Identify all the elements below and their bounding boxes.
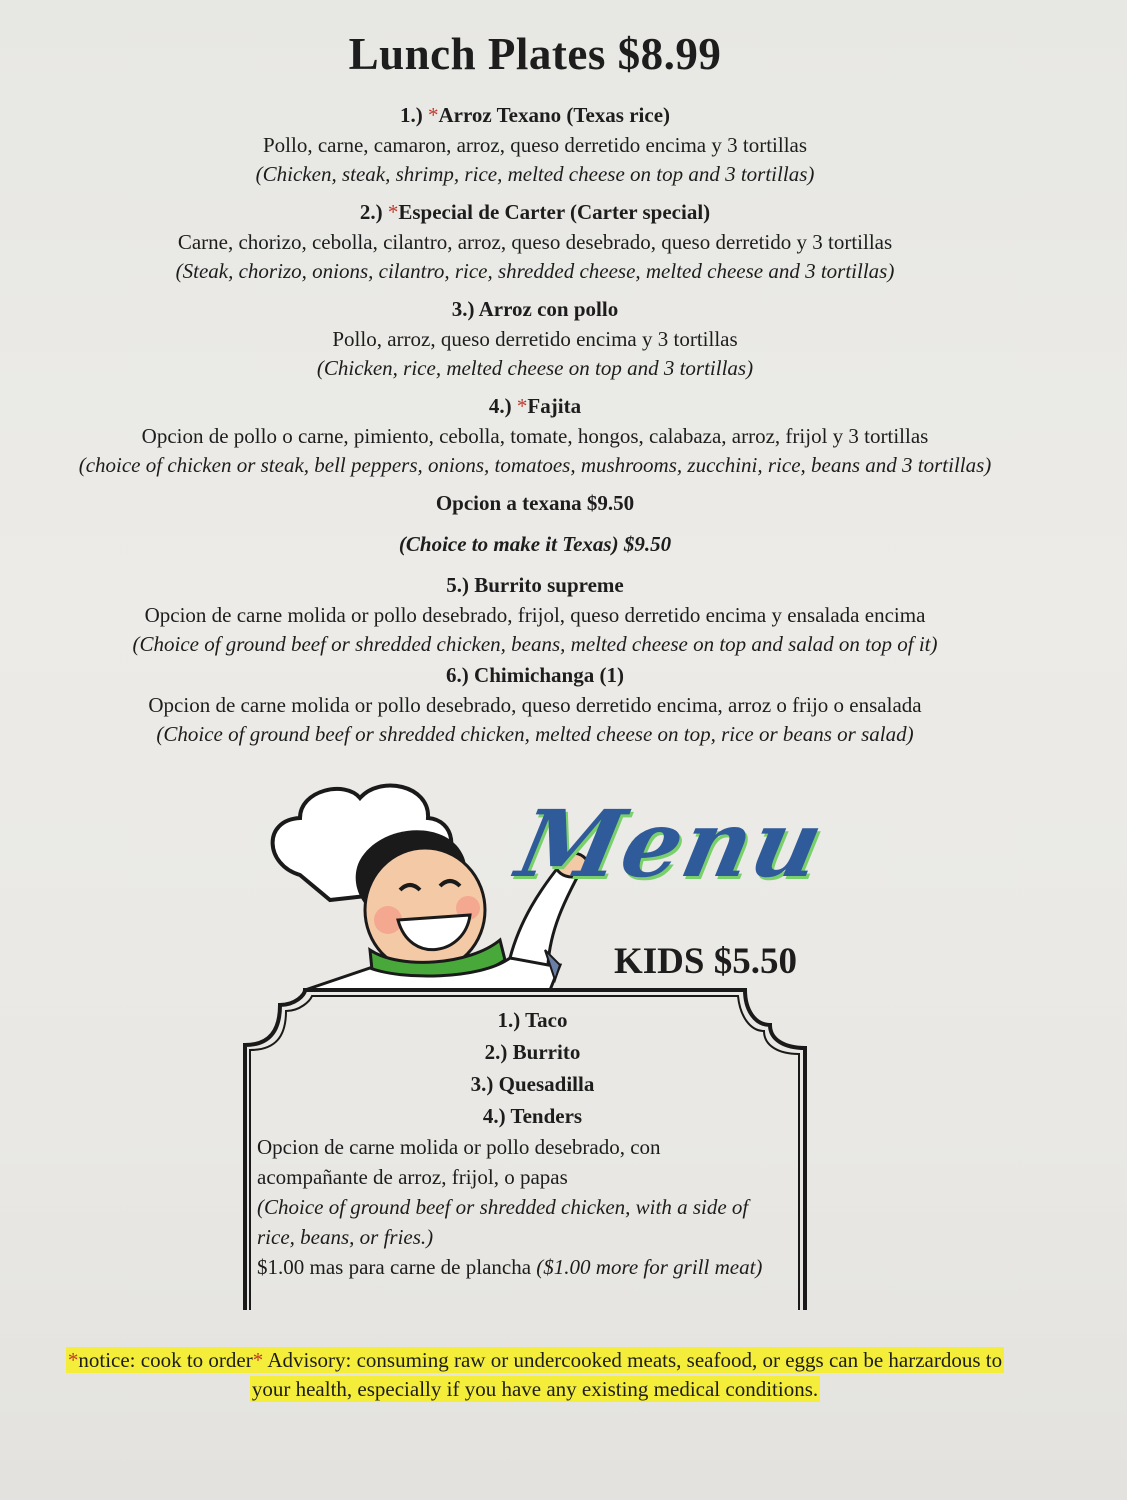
kids-item: 1.) Taco bbox=[497, 1008, 568, 1032]
kids-items bbox=[255, 1004, 810, 1132]
lunch-items bbox=[0, 100, 1070, 757]
item-number: 5.) bbox=[446, 573, 469, 597]
star-mark: * bbox=[516, 394, 528, 418]
texana-option-en: (Choice to make it Texas) $9.50 bbox=[398, 532, 672, 556]
item-name: Arroz Texano (Texas rice) bbox=[438, 103, 671, 127]
item-desc-en: (Chicken, rice, melted cheese on top and 3 tortillas) bbox=[316, 356, 754, 380]
item-name: Fajita bbox=[527, 394, 582, 418]
kids-desc-es-1: Opcion de carne molida or pollo desebrado, con bbox=[257, 1135, 661, 1159]
item-desc-en: (choice of chicken or steak, bell peppers, onions, tomatoes, mushrooms, zucchini, rice, beans and 3 tortillas) bbox=[78, 453, 992, 477]
star-mark: * bbox=[252, 1348, 264, 1372]
advisory-notice bbox=[0, 1346, 1070, 1404]
advisory-line-2: your health, especially if you have any existing medical conditions. bbox=[251, 1377, 819, 1401]
star-mark: * bbox=[387, 200, 399, 224]
kids-desc-es-2: acompañante de arroz, frijol, o papas bbox=[257, 1165, 568, 1189]
kids-desc-en-1: (Choice of ground beef or shredded chicken, with a side of bbox=[257, 1195, 749, 1219]
lunch-item-6 bbox=[0, 660, 1070, 748]
lunch-item-4 bbox=[0, 391, 1070, 479]
star-mark: * bbox=[67, 1348, 79, 1372]
item-name: Especial de Carter (Carter special) bbox=[398, 200, 711, 224]
item-desc-es: Pollo, arroz, queso derretido encima y 3 tortillas bbox=[332, 327, 738, 351]
kids-item: 3.) Quesadilla bbox=[470, 1072, 595, 1096]
texana-option: Opcion a texana $9.50 bbox=[435, 491, 635, 515]
item-name: Chimichanga (1) bbox=[474, 663, 624, 687]
lunch-item-1 bbox=[0, 100, 1070, 188]
item-name: Burrito supreme bbox=[474, 573, 624, 597]
item-desc-es: Pollo, carne, camaron, arroz, queso derretido encima y 3 tortillas bbox=[262, 133, 808, 157]
lunch-item-3 bbox=[0, 294, 1070, 382]
item-desc-es: Carne, chorizo, cebolla, cilantro, arroz, queso desebrado, queso derretido y 3 tortillas bbox=[177, 230, 893, 254]
kids-item: 2.) Burrito bbox=[484, 1040, 581, 1064]
item-desc-es: Opcion de carne molida or pollo desebrado, queso derretido encima, arroz o frijo o ensalada bbox=[148, 693, 922, 717]
item-name: Arroz con pollo bbox=[478, 297, 619, 321]
item-desc-en: (Chicken, steak, shrimp, rice, melted cheese on top and 3 tortillas) bbox=[255, 162, 815, 186]
star-mark: * bbox=[427, 103, 439, 127]
kids-description bbox=[257, 1132, 817, 1282]
item-number: 1.) bbox=[399, 103, 423, 127]
kids-grill-extra: $1.00 mas para carne de plancha ($1.00 more for grill meat) bbox=[257, 1255, 763, 1279]
item-desc-en: (Steak, chorizo, onions, cilantro, rice, shredded cheese, melted cheese and 3 tortillas) bbox=[175, 259, 895, 283]
kids-desc-en-2: rice, beans, or fries.) bbox=[257, 1225, 434, 1249]
lunch-item-5 bbox=[0, 570, 1070, 658]
advisory-line-1: Advisory: consuming raw or undercooked meats, seafood, or eggs can be harzardous to bbox=[263, 1348, 1003, 1372]
kids-title: KIDS $5.50 bbox=[614, 941, 797, 982]
item-number: 2.) bbox=[359, 200, 383, 224]
lunch-item-2 bbox=[0, 197, 1070, 285]
item-number: 4.) bbox=[488, 394, 512, 418]
item-desc-en: (Choice of ground beef or shredded chicken, melted cheese on top, rice or beans or salad) bbox=[156, 722, 914, 746]
item-desc-es: Opcion de pollo o carne, pimiento, cebolla, tomate, hongos, calabaza, arroz, frijol y 3 tortillas bbox=[141, 424, 929, 448]
menu-logo-text: Menu bbox=[508, 790, 834, 898]
kids-item: 4.) Tenders bbox=[482, 1104, 583, 1128]
notice-text: notice: cook to order bbox=[78, 1348, 253, 1372]
page-title: Lunch Plates $8.99 bbox=[348, 29, 722, 79]
item-number: 6.) bbox=[446, 663, 469, 687]
chef-face-icon bbox=[365, 848, 485, 972]
item-desc-es: Opcion de carne molida or pollo desebrado, frijol, queso derretido encima y ensalada encima bbox=[144, 603, 926, 627]
item-number: 3.) bbox=[451, 297, 475, 321]
item-desc-en: (Choice of ground beef or shredded chicken, beans, melted cheese on top and salad on top of it) bbox=[132, 632, 938, 656]
